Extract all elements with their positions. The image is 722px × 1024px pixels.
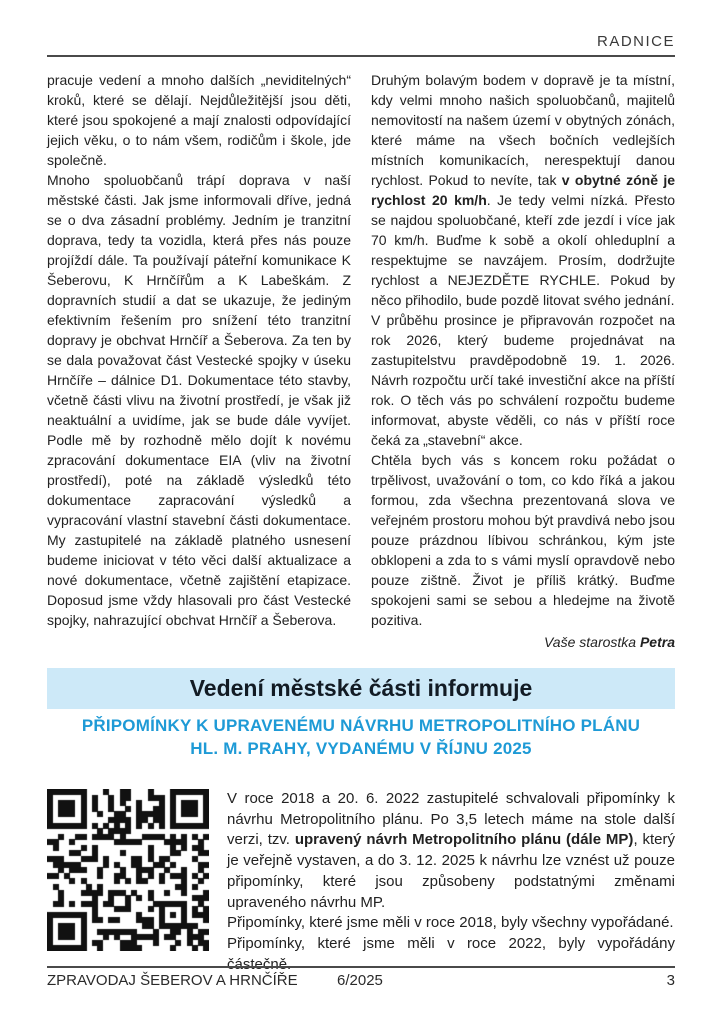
banner-title: Vedení městské části informuje xyxy=(189,675,533,701)
article-paragraph: V roce 2018 a 20. 6. 2022 zastupitelé schvalovali připomínky k návrhu Metropolitního plánu. Po 3,5 letech máme na stole další verzi, tzv. upravený návrh Metropolitního plánu (dále MP), který je veřejně vystaven, a do 3. 12. 2025 k návrhu lze vznést už pouze připomínky, které jsou způsobeny podstatnými změnami upraveného návrhu MP. xyxy=(227,790,675,911)
section-label: RADNICE xyxy=(596,33,675,50)
page-number: 3 xyxy=(666,972,675,989)
article-paragraph: Připomínky, které jsme měli v roce 2022, byly vypořádány částečně. xyxy=(227,934,675,973)
qr-code-icon xyxy=(47,789,209,951)
header-rule xyxy=(47,55,675,57)
paragraph: Chtěla bych vás s koncem roku požádat o trpělivost, uvažování o tom, co kdo říká a jakou formou, zda všechna prezentovaná slova ve veřejném prostoru mohou být pravdivá nebo jsou pouze prázdnou líbivou schránkou, kým jste obklopeni a zda to s vámi myslí opravdově nebo pouze zištně. Život je příliš krátký. Buďme spokojeni sami se sebou a hledejme na životě pozitiva. xyxy=(371,452,675,628)
article-block xyxy=(47,789,675,975)
article-heading-wrap xyxy=(47,714,675,760)
journal-title: ZPRAVODAJ ŠEBEROV A HRNČÍŘE xyxy=(47,972,298,989)
right-column xyxy=(371,70,675,652)
paragraph: V průběhu prosince je připravován rozpočet na rok 2026, který budeme projednávat na zastupitelstvu pravděpodobně 19. 1. 2026. Návrh rozpočtu určí také investiční akce na příští rok. O těch vás po schválení rozpočtu budeme informovat, abyste věděli, co nás v příští roce čeká za „stavební“ akce. xyxy=(371,312,675,448)
qr-code xyxy=(47,789,209,951)
signature: Vaše starostka Petra xyxy=(543,634,675,650)
article-paragraph: Připomínky, které jsme měli v roce 2018, byly všechny vypořádané. xyxy=(227,914,674,932)
paragraph: Mnoho spoluobčanů trápí doprava v naší městské části. Jak jsme informovali dříve, jedná se o dva zásadní problémy. Jedním je tranzitní doprava, tedy ta vozidla, která přes nás pouze projíždí dále. Ta používají páteřní komunikace K Šeberovu, K Hrnčířům a K Labeškám. Z dopravních studií a dat se ukazuje, že jediným efektivním řešením pro snížení této tranzitní dopravy je obchvat Hrnčíř a Šeberova. Za ten by se dala považovat část Vestecké spojky v úseku Hrnčíře – dálnice D1. Dokumentace této stavby, včetně části vlivu na životní prostředí, je však již neaktuální a uvidíme, jak se bude dále vyvíjet. Podle mě by rozhodně mělo dojít k novému zpracování dokumentace EIA (vliv na životní prostředí), poté na základě výsledků této dokumentace zapracování výsledků a vypracování vlastní stavební části dokumentace. My zastupitelé na základě platného usnesení budeme iniciovat v této věci další aktualizace a nové dokumentace, včetně zajištění etapizace. Doposud jsme vždy hlasovali pro část Vestecké spojky, nahrazující obchvat Hrnčíř a Šeberova. xyxy=(47,172,351,628)
article-heading: PŘIPOMÍNKY K UPRAVENÉMU NÁVRHU METROPOLITNÍHO PLÁNU HL. M. PRAHY, VYDANÉMU V ŘÍJNU 2025 xyxy=(81,716,641,758)
footer-rule xyxy=(47,966,675,968)
body-columns xyxy=(47,70,675,652)
paragraph: pracuje vedení a mnoho dalších „neviditelných“ kroků, které se dělají. Nejdůležitější jsou děti, které jsou spokojené a mají znalosti odpovídající jejich věku, o to nám všem, rodičům i škole, jde společně. xyxy=(47,72,351,168)
paragraph: Druhým bolavým bodem v dopravě je ta místní, kdy velmi mnoho našich spoluobčanů, majitelů nemovitostí na našem území v obytných zónách, které máme na všech bočních vedlejších místních komunikacích, nerespektují danou rychlost. Pokud to nevíte, tak v obytné zóně je rychlost 20 km/h. Je tedy velmi nízká. Přesto se najdou spoluobčané, kteří zde jezdí i více jak 70 km/h. Buďme k sobě a okolí ohleduplní a respektujme se navzájem. Prosím, dodržujte rychlost a NEJEZDĚTE RYCHLE. Pokud by něco přihodilo, bude pozdě litovat svého jednání. xyxy=(371,72,675,308)
footer xyxy=(47,972,675,994)
section-banner xyxy=(47,668,675,709)
left-column xyxy=(47,70,351,652)
article-text xyxy=(227,789,675,975)
issue-number: 6/2025 xyxy=(337,972,383,989)
